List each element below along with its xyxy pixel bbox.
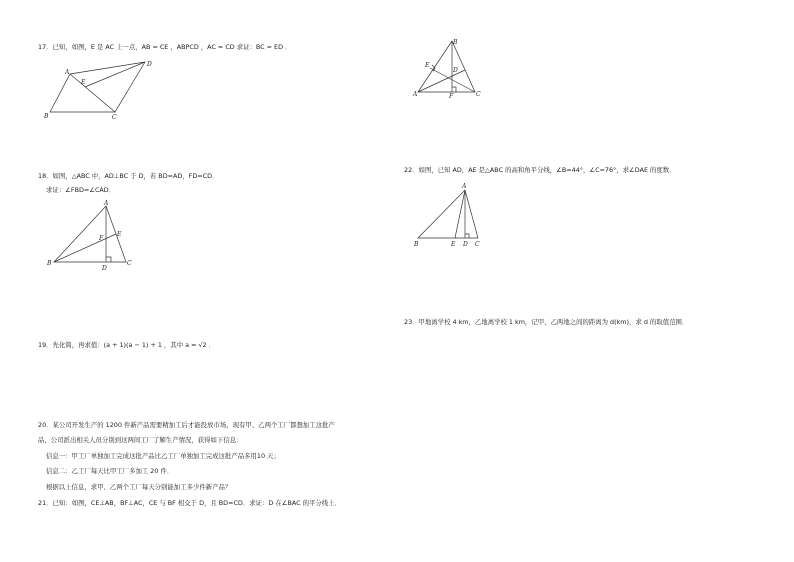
q18-label-e: E (117, 231, 122, 238)
q18-label-f: F (99, 235, 104, 242)
q17-label-e: E (81, 79, 86, 86)
q21-label-d: D (453, 67, 458, 74)
q22-bisector-ae (455, 190, 465, 238)
q18-label-b: B (47, 260, 52, 267)
q17-segment-ed (85, 62, 145, 87)
q22-label-a: A (462, 183, 467, 190)
q17-label-b: B (44, 113, 49, 120)
question-18-figure (44, 198, 144, 272)
question-17-text: 17．已知，如图，E 是 AC 上一点，AB = CE ，ABPCD ，AC = CD 求证：BC = ED ． (38, 43, 292, 51)
q18-label-d: D (102, 265, 107, 272)
question-20-line-3: 信息一：甲工厂单独加工完成这批产品比乙工厂单独加工完成这批产品多用10 天； (46, 452, 280, 460)
q21-label-c: C (476, 91, 481, 98)
q21-label-e: E (425, 62, 430, 69)
q22-label-e: E (451, 241, 456, 248)
question-18-line-1: 18．如图，△ABC 中，AD⊥BC 于 D，若 BD=AD，FD=CD． (38, 172, 219, 180)
q22-triangle (418, 190, 478, 238)
question-20-line-4: 信息二：乙工厂每天比甲工厂多加工 20 件． (46, 467, 174, 475)
question-19-text: 19．先化简，再求值：(a + 1)(a − 1) + 1 ，其中 a = √2 ． (38, 341, 216, 349)
q21-right-angle-f (452, 87, 456, 92)
question-20-line-1: 20．某公司开发生产的 1200 件新产品需要精加工后才能投放市场，现有甲、乙两个工厂都想加工这批产 (38, 421, 335, 429)
q18-right-angle-mark (106, 257, 111, 262)
q22-label-d: D (463, 241, 468, 248)
q21-label-a: A (413, 91, 418, 98)
question-22-text: 22．如图，已知 AD，AE 是△ABC 的高和角平分线，∠B=44°，∠C=76°，求∠DAE 的度数． (404, 166, 676, 174)
question-21-text: 21．已知：如图，CE⊥AB，BF⊥AC，CE 与 BF 相交于 D，且 BD=CD．求证：D 在∠BAC 的平分线上． (38, 499, 341, 507)
question-21-figure (410, 36, 490, 98)
q17-segment-ac (70, 74, 115, 112)
question-18-line-2: 求证：∠FBD=∠CAD． (46, 186, 116, 194)
q22-label-b: B (414, 241, 419, 248)
question-20-line-5: 根据以上信息，求甲、乙两个工厂每天分别能加工多少件新产品？ (46, 483, 232, 491)
q18-label-c: C (127, 260, 132, 267)
question-22-figure (410, 182, 500, 248)
q21-label-b: B (453, 39, 458, 46)
q22-right-angle-mark (465, 234, 469, 238)
q18-segment-be (54, 234, 116, 262)
q17-label-d: D (147, 61, 152, 68)
question-23-text: 23．甲地离学校 4 km，乙地离学校 1 km，记甲、乙两地之间的距离为 d(km)，求 d 的取值范围． (404, 318, 689, 326)
q17-label-c: C (112, 114, 117, 121)
question-17-figure (40, 58, 160, 120)
q18-label-a: A (104, 200, 109, 207)
q17-label-a: A (65, 69, 70, 76)
q22-label-c: C (475, 241, 480, 248)
question-20-line-2: 品，公司派出相关人员分别到这两间工厂了解生产情况，获得如下信息： (38, 436, 243, 444)
q21-label-f: F (449, 93, 454, 100)
